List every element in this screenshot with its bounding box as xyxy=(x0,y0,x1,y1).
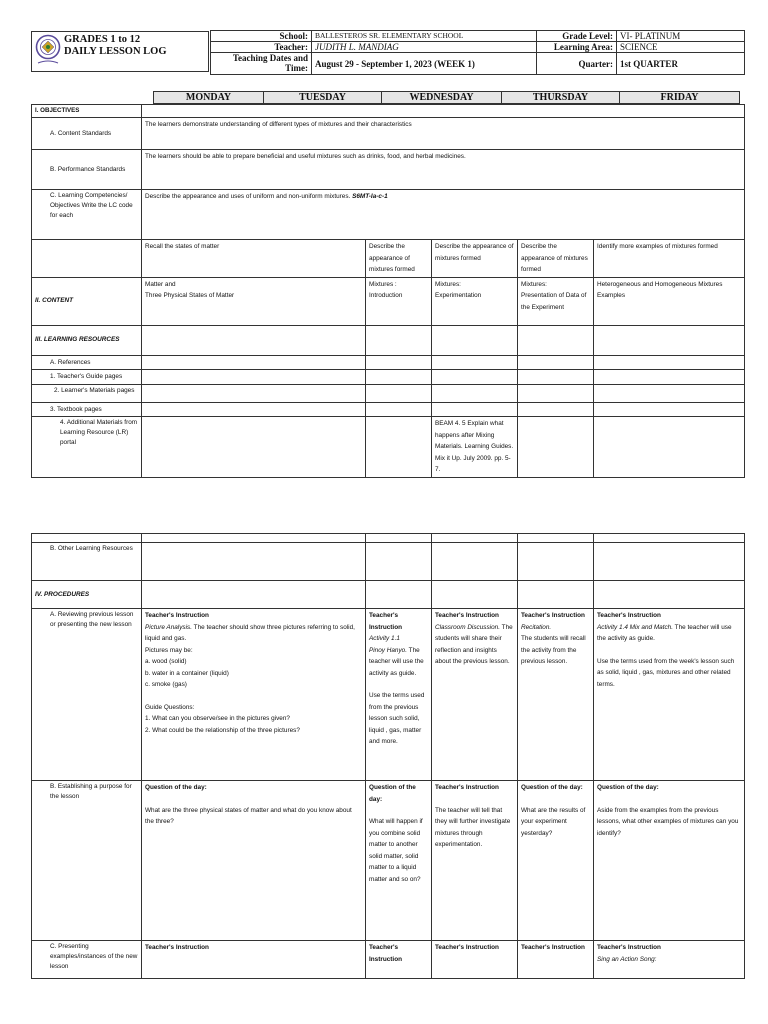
purpose-wednesday xyxy=(432,781,518,941)
teacher-value: JUDITH L. MANDIAG xyxy=(312,42,537,53)
purpose-wednesday-heading: Teacher's Instruction xyxy=(435,784,499,791)
purpose-friday-text: Aside from the examples from the previous lessons, what other examples of mixtures can you identify? xyxy=(597,806,739,837)
procedures-label: IV. PROCEDURES xyxy=(32,581,142,609)
presenting-friday-text: Sing an Action Song: xyxy=(597,955,657,963)
review-tuesday xyxy=(366,609,432,781)
objective-thursday: Describe the appearance of mixtures formed xyxy=(518,240,594,278)
review-friday-activity: Activity 1.4 Mix and Match. xyxy=(597,623,674,631)
deped-seal-icon xyxy=(35,33,61,69)
content-standards-text: The learners demonstrate understanding of different types of mixtures and their characteristics xyxy=(142,118,745,150)
review-friday-heading: Teacher's Instruction xyxy=(597,612,661,619)
grade-value: VI- PLATINUM xyxy=(617,31,745,42)
review-thursday-text: The students will recall the activity from the previous lesson. xyxy=(521,635,586,665)
content-monday: Matter and Three Physical States of Matter xyxy=(142,277,366,325)
review-friday-text2: Use the terms used from the week's lesson such as solid, liquid , gas, mixtures and other related terms. xyxy=(597,657,735,688)
objectives-heading: I. OBJECTIVES xyxy=(32,105,142,118)
competencies-text: Describe the appearance and uses of uniform and non-uniform mixtures. xyxy=(145,193,351,200)
day-header-row xyxy=(153,91,740,104)
purpose-tuesday-text: What will happen if you combine solid matter to another solid matter, solid matter to a liquid matter and so on? xyxy=(369,818,423,883)
content-thursday: Mixtures: Presentation of Data of the Experiment xyxy=(518,277,594,325)
purpose-monday xyxy=(142,781,366,941)
content-friday: Heterogeneous and Homogeneous Mixtures Examples xyxy=(594,277,745,325)
review-tuesday-activity: Activity 1.1 Pinoy Hanyo. xyxy=(369,635,408,654)
objective-wednesday: Describe the appearance of mixtures formed xyxy=(432,240,518,278)
review-monday xyxy=(142,609,366,781)
title-line1: GRADES 1 to 12 xyxy=(64,34,141,45)
area-value: SCIENCE xyxy=(617,42,745,53)
review-tuesday-text: The teacher will use the activity as guide. xyxy=(369,646,424,677)
presenting-friday xyxy=(594,941,745,979)
purpose-friday-heading: Question of the day: xyxy=(597,784,659,791)
title-line2: DAILY LESSON LOG xyxy=(64,46,167,57)
school-value: BALLESTEROS SR. ELEMENTARY SCHOOL xyxy=(312,31,537,42)
competencies-label: C. Learning Competencies/ Objectives Write the LC code for each xyxy=(32,190,142,240)
objective-monday: Recall the states of matter xyxy=(142,240,366,278)
purpose-friday xyxy=(594,781,745,941)
dates-label: Teaching Dates and Time: xyxy=(211,53,312,75)
purpose-monday-text: What are the three physical states of matter and what do you know about the three? xyxy=(145,806,352,825)
other-resources-label: B. Other Learning Resources xyxy=(32,543,142,581)
presenting-friday-heading: Teacher's Instruction xyxy=(597,944,661,951)
presenting-wednesday: Teacher's Instruction xyxy=(432,941,518,979)
purpose-label: B. Establishing a purpose for the lesson xyxy=(32,781,142,941)
day-monday: MONDAY xyxy=(154,92,264,104)
resources-label: III. LEARNING RESOURCES xyxy=(32,325,142,355)
dates-value: August 29 - September 1, 2023 (WEEK 1) xyxy=(312,53,537,75)
review-wednesday xyxy=(432,609,518,781)
header-info-table xyxy=(210,30,745,75)
presenting-thursday: Teacher's Instruction xyxy=(518,941,594,979)
learners-materials-label: 2. Learner's Materials pages xyxy=(32,384,142,402)
review-wednesday-text: The students will share their reflection and insights about the previous lesson. xyxy=(435,623,513,665)
content-wednesday: Mixtures: Experimentation xyxy=(432,277,518,325)
review-tuesday-text2: Use the terms used from the previous lesson such solid, liquid , gas, matter and more. xyxy=(369,692,425,745)
presenting-tuesday: Teacher's Instruction xyxy=(366,941,432,979)
school-label: School: xyxy=(211,31,312,42)
review-tuesday-heading: Teacher's Instruction xyxy=(369,612,403,631)
objective-friday: Identify more examples of mixtures formed xyxy=(594,240,745,278)
additional-materials-label: 4. Additional Materials from Learning Resource (LR) portal xyxy=(32,417,142,478)
day-tuesday: TUESDAY xyxy=(264,92,382,104)
purpose-tuesday-heading: Question of the day: xyxy=(369,784,416,803)
lesson-table-part2 xyxy=(31,533,745,979)
purpose-monday-heading: Question of the day: xyxy=(145,784,207,791)
performance-standards-label: B. Performance Standards xyxy=(32,150,142,190)
content-standards-label: A. Content Standards xyxy=(32,118,142,150)
purpose-thursday-heading: Question of the day: xyxy=(521,784,583,791)
additional-wednesday: BEAM 4. 5 Explain what happens after Mixing Materials. Learning Guides. Mix it Up. July 2009. pp. 5-7. xyxy=(432,417,518,478)
review-monday-guide: Guide Questions: 1. What can you observe/see in the pictures given? 2. What could be the relationship of the three pictures? xyxy=(145,703,300,734)
textbook-label: 3. Textbook pages xyxy=(32,402,142,417)
competencies-code: S6MT-Ia-c-1 xyxy=(352,193,388,200)
purpose-wednesday-text: The teacher will tell that they will further investigate mixtures through experimentation. xyxy=(435,806,511,848)
review-monday-text: The teacher should show three pictures referring to solid, liquid and gas. xyxy=(145,623,355,642)
objective-tuesday: Describe the appearance of mixtures formed xyxy=(366,240,432,278)
area-label: Learning Area: xyxy=(537,42,617,53)
review-monday-list: Pictures may be: a. wood (solid) b. water in a container (liquid) c. smoke (gas) xyxy=(145,646,229,688)
review-friday xyxy=(594,609,745,781)
lesson-table-part1 xyxy=(31,104,745,478)
review-friday-text: The teacher will use the activity as guide. xyxy=(597,623,732,642)
references-label: A. References xyxy=(32,355,142,370)
grade-label: Grade Level: xyxy=(537,31,617,42)
purpose-thursday-text: What are the results of your experiment yesterday? xyxy=(521,806,586,837)
teacher-label: Teacher: xyxy=(211,42,312,53)
content-tuesday: Mixtures : Introduction xyxy=(366,277,432,325)
presenting-label: C. Presenting examples/instances of the new lesson xyxy=(32,941,142,979)
performance-standards-text: The learners should be able to prepare beneficial and useful mixtures such as drinks, food, and herbal medicines. xyxy=(142,150,745,190)
review-label: A. Reviewing previous lesson or presenting the new lesson xyxy=(32,609,142,781)
review-monday-activity: Picture Analysis. xyxy=(145,623,192,631)
review-wednesday-heading: Teacher's Instruction xyxy=(435,612,499,619)
quarter-label: Quarter: xyxy=(537,53,617,75)
day-wednesday: WEDNESDAY xyxy=(382,92,502,104)
review-monday-heading: Teacher's Instruction xyxy=(145,612,209,619)
review-thursday-activity: Recitation. xyxy=(521,623,552,631)
content-label: II. CONTENT xyxy=(32,277,142,325)
review-thursday xyxy=(518,609,594,781)
quarter-value: 1st QUARTER xyxy=(617,53,745,75)
review-wednesday-activity: Classroom Discussion. xyxy=(435,623,500,631)
review-thursday-heading: Teacher's Instruction xyxy=(521,612,585,619)
competencies-cell xyxy=(142,190,745,240)
purpose-tuesday xyxy=(366,781,432,941)
teachers-guide-label: 1. Teacher's Guide pages xyxy=(32,370,142,385)
presenting-monday: Teacher's Instruction xyxy=(142,941,366,979)
day-thursday: THURSDAY xyxy=(502,92,620,104)
day-friday: FRIDAY xyxy=(620,92,740,104)
purpose-thursday xyxy=(518,781,594,941)
